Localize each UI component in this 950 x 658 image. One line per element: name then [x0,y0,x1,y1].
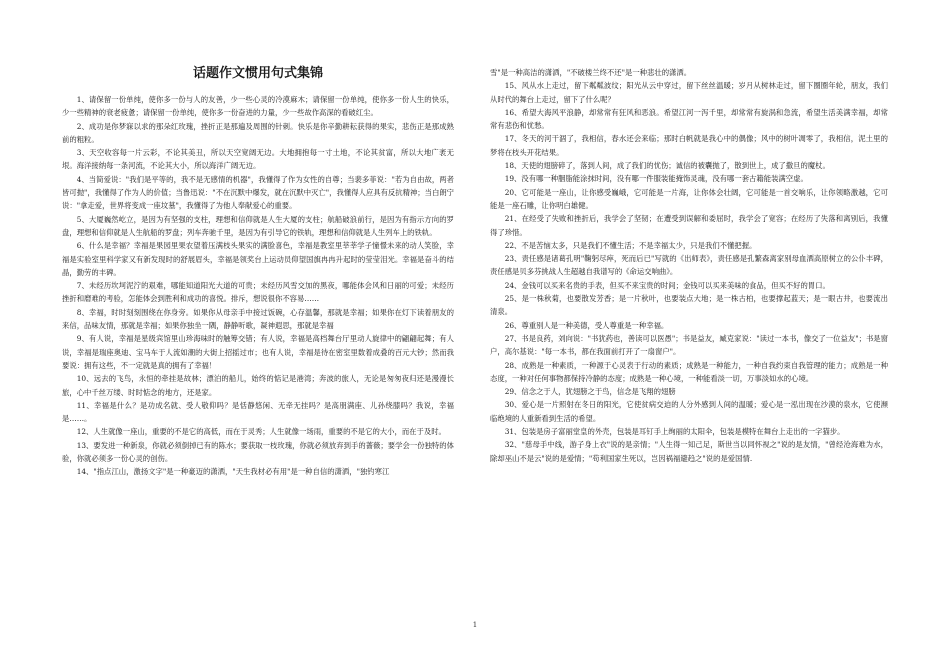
paragraph: 12、人生就像一座山，重要的不是它的高低，而在于灵秀；人生就像一场雨，重要的不是它的大小，而在于及时。 [76,427,446,437]
paragraph: 7、未经历坎坷泥泞的艰难，哪能知道阳光大道的可贵；未经历风雪交加的黑夜，哪能体会风和日丽的可爱；未经历挫折和磨难的考验，怎能体会到胜利和成功的喜悦。排斥，想说很你不容易…… [62,281,454,304]
paragraph: 19、没有哪一种胭脂能涂抹时间，没有哪一件服装能掩饰灵魂，没有哪一套古籍能装满空虚。 [504,174,808,184]
paragraph: 17、冬天的河干涸了，我相信，春水还会来临；那时白帆就是我心中的偶像；风中的树叶凋零了，我相信，泥土里的梦将在枝头开花结果。 [490,134,888,157]
paragraph: 18、天使的翅膀碎了，落到人间，成了我们的忧伤；诚信的被囊抛了，散到世上，成了撒旦的魔杖。 [504,161,830,171]
paragraph-continuation: 雪"是一种高洁的潇洒，"不破楼兰终不还"是一种悲壮的潇洒。 [490,68,692,77]
paragraph: 25、是一株秋菊，也要散发芳香；是一片秋叶，也要装点大地；是一株古柏，也要撑起蓝天；是一眼古井，也要流出清泉。 [490,294,888,317]
paragraph: 9、有人说，幸福是星级宾馆里山珍海味时的触筹交错；有人说，幸福是高档舞台厅里动人旋律中的翩翩起舞；有人说，幸福是瑞座奥迪、宝马车于人流如潮的大街上招摇过市；也有人说，幸福是待在密室里数着成叠的百元大钞；然而我要说：拥有这些，不一定就是真的拥有了幸福！ [62,334,454,370]
paragraph: 31、包装是房子富丽堂皇的外壳，包装是耳钉手上绚丽的太阳伞，包装是模特在舞台上走出的一字猫步。 [504,427,845,437]
paragraph: 4、当简爱说："我们是平等的，我不是无感情的机器"，我懂得了作为女性的自尊；当裴多菲说："若为自由故，两者皆可抛"，我懂得了作为人的价值；当鲁迅说："不在沉默中爆发，就在沉默中灭亡"，我懂得人应具有反抗精神；当白朗宁说："拿走爱，世界将变成一座坟墓"，我懂得了为他人奉献爱心的重要。 [62,174,455,211]
paragraph: 13、要发进一种新泉，你就必须倒掉已有的陈水；要获取一枝玫瑰，你就必须放弃到手的蔷薇；要学会一份独特的体验，你就必须多一份心灵的创伤。 [62,440,454,464]
paragraph: 28、成熟是一种素质，一种源于心灵表于行动的素质；成熟是一种能力，一种自我约束自我管理的能力；成熟是一种态度，一种对任何事物都保持冷静的态度；成熟是一种心境，一种能看淡一切，万事淡如水的心境。 [490,360,888,383]
paragraph: 29、信念之于人，犹翅膀之于鸟，信念是飞翔的翅膀 [504,387,676,397]
paragraph: 22、不是苦恼太多，只是我们不懂生活；不是幸福太少，只是我们不懂把握。 [504,240,757,250]
paragraph: 10、远去的飞鸟，永恒的牵挂是故林；漂泊的船儿，始终的惦记是港湾；奔波的旅人，无论是匆匆夜归还是漫漫长旅，心中千丝万缕、时时惦念的地方，还是家。 [62,374,454,397]
paragraph: 11、幸福是什么？是功成名就、受人敬仰吗？是恬静悠闲、无牵无挂吗？是高朋满座、儿孙绕膝吗？我说，幸福是……。 [62,400,454,424]
paragraph: 20、它可能是一座山，让你感受巍峨，它可能是一片海，让你体会壮阔，它可能是一首交响乐，让你领略激越，它可能是一座石雕，让你明白雄健。 [490,187,888,210]
paragraph: 3、天空收容每一片云彩，不论其美丑，所以天空宽阔无边。大地拥抱每一寸土地，不论其贫富，所以大地广袤无垠。海洋接纳每一条河流，不论其大小，所以海洋广阔无边。 [62,148,454,171]
paragraph: 32、"慈母手中线，游子身上衣"说的是亲情；"人生得一知己足，斯世当以同怀视之"说的是友情，"曾经沧海难为水，除却巫山不是云"说的是爱情；"苟利国家生死以，岂因祸福避趋之"说的是爱国情. [490,440,888,463]
page-number: 1 [472,621,478,629]
paragraph: 26、尊重别人是一种美德，受人尊重是一种幸福。 [504,320,669,330]
paragraph: 15、风从水上走过，留下粼粼波纹；阳光从云中穿过，留下丝丝温暖；岁月从树林走过，留下圈圈年轮，朋友，我们从时代的舞台上走过，留下了什么呢？ [490,81,888,104]
paragraph: 21、在经受了失败和挫折后，我学会了坚韧；在遭受到误解和委屈时，我学会了宽容；在经历了失落和离别后，我懂得了珍惜。 [490,214,888,237]
right-paragraph-list [490,66,888,465]
paragraph: 8、幸福，时时刻刻围绕在你身旁。如果你从母亲手中接过饭碗，心存温馨，那就是幸福；如果你在灯下读着朋友的来信，品味友情，那就是幸福；如果你独坐一隅，静静听歌，凝神遐思，那就是幸福 [62,307,454,331]
paragraph: 1、请保留一份单纯，使你多一份与人的友善，少一些心灵的冷漠麻木；请保留一份单纯，使你多一份人生的快乐，少一些精神的衰老疲惫；请保留一份单纯，使你多一份奋进的力量，少一些故作高深的看破红尘。 [62,95,454,118]
page-title: 话题作文惯用句式集锦 [192,66,323,81]
paragraph: 27、书是良药，刘向说："书犹药也，善读可以医愚"；书是益友，臧克家说："读过一本书，像交了一位益友"；书是窗户，高尔基说："每一本书，都在我面前打开了一扇窗户"。 [490,333,888,357]
paragraph: 14、"指点江山，激扬文字"是一种豪迈的潇洒，"天生我材必有用"是一种自信的潇洒，"独钓寒江 [76,467,390,477]
paragraph: 24、金钱可以买来名贵的手表，但买不来宝贵的时间；金钱可以买来美味的食品，但买不好的胃口。 [504,280,830,290]
paragraph: 6、什么是幸福？幸福是果园里果农望着压满枝头果实的满脸喜色，幸福是教室里莘莘学子憧憬未来的动人笑脸，幸福是实验室里科学家又有新发现时的舒展眉头，幸福是领奖台上运动员仰望国旗冉冉升起时的莹莹泪光。幸福是奋斗的结晶，勤劳的丰碑。 [62,241,454,277]
paragraph: 23、责任感是诸葛孔明"鞠躬尽瘁，死而后已"写就的《出师表》，责任感是孔繁森离家别母血洒高原树立的公仆丰碑，责任感是贝多芬挑战人生超越自我谱写的《命运交响曲》。 [490,254,888,277]
paragraph: 30、爱心是一片照射在冬日的阳光，它使贫病交迫的人分外感到人间的温暖；爱心是一泓出现在沙漠的泉水，它使濒临绝境的人重新看到生活的希望。 [490,400,888,423]
paragraph: 5、大厦巍然屹立，是因为有坚强的支柱，理想和信仰就是人生大厦的支柱；航船破浪前行，是因为有指示方向的罗盘，理想和信仰就是人生航船的罗盘；列车奔驰千里，是因为有引导它的铁轨，理想和信仰就是人生列车上的铁轨。 [62,214,454,237]
paragraph: 2、成功是你梦寐以求的那朵红玫瑰，挫折正是那遍及周围的针刺。快乐是你辛勤耕耘获得的果实，悲伤正是那成熟前的粗粒。 [62,121,454,144]
paragraph: 16、希望大海风平浪静，却常常有狂风和恶浪。希望江河一泻千里，却常常有旋涡和急流，希望生活美满幸福，却常常有悲伤和忧愁。 [490,107,888,131]
left-paragraph-list [62,93,454,479]
